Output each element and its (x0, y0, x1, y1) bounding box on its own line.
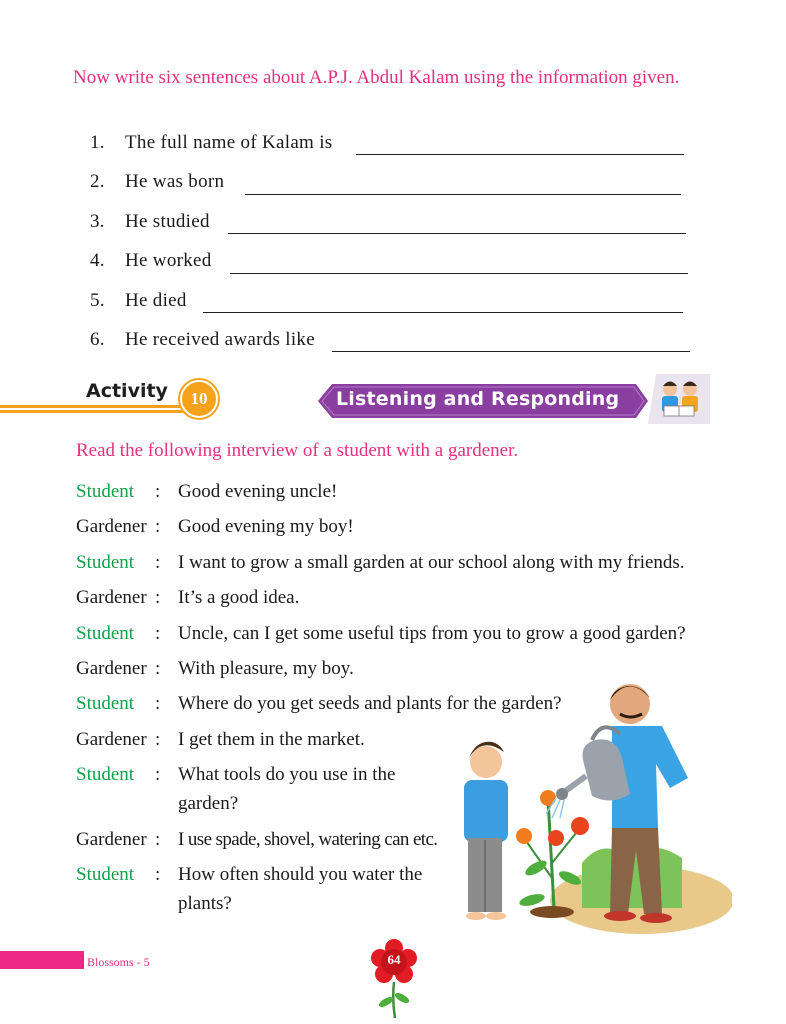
sentence-row (90, 171, 710, 210)
sentence-number: 4. (90, 250, 105, 272)
dialog-text: With pleasure, my boy. (178, 657, 354, 679)
speaker-label: Gardener (76, 587, 147, 609)
dialog-line (76, 548, 736, 577)
speaker-label: Gardener (76, 516, 147, 538)
colon: : (155, 551, 161, 573)
gardener-illustration (452, 678, 732, 940)
dialog-text: What tools do you use in the garden? (178, 764, 396, 815)
colon: : (155, 728, 161, 750)
activity-label: Activity (86, 380, 168, 402)
sentence-number: 6. (90, 328, 105, 350)
dialog-text: I want to grow a small garden at our school along with my friends. (178, 551, 685, 573)
dialog-text: I use spade, shovel, watering can etc. (178, 828, 438, 850)
dialog-text: How often should you water the plants? (178, 863, 423, 914)
colon: : (155, 481, 161, 502)
book-title: Blossoms - 5 (87, 955, 150, 969)
activity-underline (0, 405, 200, 414)
speaker-label: Student (76, 481, 135, 502)
sentence-prompt: He died (125, 289, 187, 311)
colon: : (155, 764, 161, 786)
answer-line[interactable] (203, 312, 683, 313)
speaker-label: Gardener (76, 728, 147, 750)
sentence-list (90, 132, 710, 368)
dialog-text: Where do you get seeds and plants for the garden? (178, 693, 562, 715)
exercise-instruction: Now write six sentences about A.P.J. Abdul Kalam using the information given. (73, 67, 680, 88)
flower-icon (368, 938, 420, 1018)
sentence-prompt: He studied (125, 210, 210, 232)
colon: : (155, 622, 161, 644)
dialog-text: Uncle, can I get some useful tips from you to grow a good garden? (178, 622, 686, 644)
dialog-line (76, 477, 736, 506)
dialog-line (76, 512, 736, 541)
activity-number-badge: 10 (180, 380, 218, 418)
speaker-label: Gardener (76, 657, 147, 679)
colon: : (155, 516, 161, 538)
sentence-row (90, 290, 710, 329)
answer-line[interactable] (228, 233, 686, 234)
dialog-text: It’s a good idea. (178, 587, 300, 609)
answer-line[interactable] (245, 194, 681, 195)
colon: : (155, 828, 161, 850)
colon: : (155, 693, 161, 715)
page-number: 64 (387, 952, 401, 967)
colon: : (155, 657, 161, 679)
answer-line[interactable] (356, 154, 684, 155)
sentence-row (90, 132, 710, 171)
speaker-label: Student (76, 622, 135, 644)
colon: : (155, 587, 161, 609)
dialog-text: I get them in the market. (178, 728, 365, 750)
sentence-prompt: He received awards like (125, 328, 315, 350)
speaker-label: Student (76, 551, 135, 573)
reading-kids-icon (648, 374, 710, 424)
dialog-line (76, 619, 736, 648)
sentence-number: 1. (90, 132, 105, 153)
colon: : (155, 863, 161, 885)
sentence-prompt: He was born (125, 171, 225, 193)
answer-line[interactable] (332, 351, 690, 352)
answer-line[interactable] (230, 273, 688, 274)
sentence-prompt: The full name of Kalam is (125, 132, 333, 153)
footer-bar (0, 951, 84, 969)
dialog-text: Good evening my boy! (178, 516, 354, 538)
sentence-prompt: He worked (125, 250, 212, 272)
section-title: Listening and Responding (336, 388, 620, 410)
speaker-label: Student (76, 764, 135, 786)
dialog-line (76, 583, 736, 612)
speaker-label: Gardener (76, 828, 147, 850)
speaker-label: Student (76, 863, 135, 885)
sentence-number: 5. (90, 289, 105, 311)
interview-instruction: Read the following interview of a student with a gardener. (76, 440, 519, 461)
sentence-row (90, 250, 710, 289)
dialog-text: Good evening uncle! (178, 481, 338, 502)
sentence-number: 2. (90, 171, 105, 193)
sentence-row (90, 211, 710, 250)
sentence-number: 3. (90, 210, 105, 232)
speaker-label: Student (76, 693, 135, 715)
sentence-row (90, 329, 710, 368)
